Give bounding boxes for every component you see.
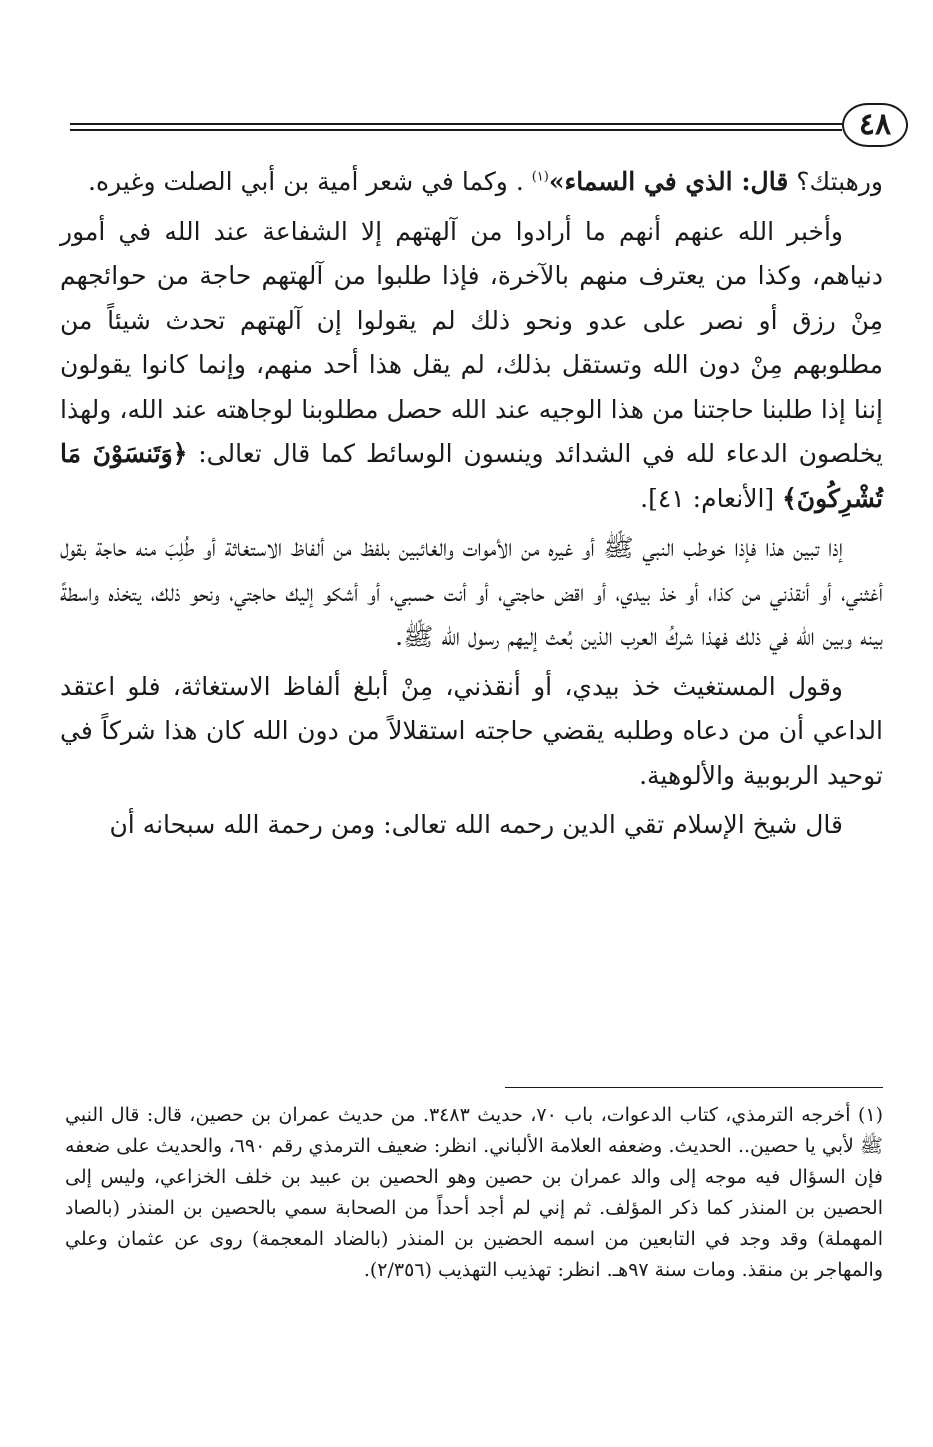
p1-rest: . وكما في شعر أمية بن أبي الصلت وغيره. xyxy=(88,167,532,196)
p2-text-1: وأخبر الله عنهم أنهم ما أرادوا من آلهتهم إلا الشفاعة عند الله في أمور دنياهم، وكذا من يعترف منهم بالآخرة، فإذا طلبوا من آلهتهم حاجة من حوائجهم مِنْ رزق أو نصر على عدو ونحو ذلك لم يقولوا إن آلهتهم تحدث شيئاً من مطلوبهم مِنْ دون الله وتستقل بذلك، لم يقل هذا أحد منهم، وإنما كانوا يقولون إننا إذا طلبنا حاجتنا من هذا الوجيه عند الله حصل مطلوبنا لوجاهته عند الله، ولهذا يخلصون الدعاء لله في الشدائد وينسون الوسائط كما قال تعالى: xyxy=(60,216,884,468)
p1-hadith-quote: قال: الذي في السماء» xyxy=(548,167,789,196)
main-text xyxy=(60,160,883,853)
paragraph-4 xyxy=(60,665,883,799)
p5-text: قال شيخ الإسلام تقي الدين رحمه الله تعالى: ومن رحمة الله سبحانه أن xyxy=(109,810,843,839)
p3-text: إذا تبين هذا فإذا خوطب النبي ﷺ أو غيره من الأموات والغائبين بلفظ من ألفاظ الاستغاثة أو طُلِبَ منه حاجة بقول أغثني، أو أنقذني من كذا، أو خذ بيدي، أو اقض حاجتي، أو أنت حسبي، أو أشكو إليك حاجتي، ونحو ذلك، يتخذه واسطةً بينه وبين الله في ذلك فهذا شركُ العرب الذين بُعث إليهم رسول الله ﷺ. xyxy=(60,533,883,651)
page-number: ٤٨ xyxy=(842,103,908,147)
header-rule-top xyxy=(70,123,842,125)
footnotes xyxy=(65,1100,883,1286)
paragraph-3 xyxy=(60,526,883,660)
p2-text-2: [الأنعام: ٤١]. xyxy=(640,483,783,513)
paragraph-5 xyxy=(60,803,883,848)
footnote-separator xyxy=(505,1087,883,1088)
header-rule-bottom xyxy=(70,129,842,131)
p4-text: وقول المستغيث خذ بيدي، أو أنقذني، مِنْ أبلغ ألفاظ الاستغاثة، فلو اعتقد الداعي أن من دعاه وطلبه يقضي حاجته استقلالاً من دون الله كان هذا شركاً في توحيد الربوبية والألوهية. xyxy=(60,671,883,790)
page-header xyxy=(70,100,910,160)
footnote-marker-1[interactable]: (١) xyxy=(531,169,549,185)
paragraph-1 xyxy=(60,160,883,205)
quran-verse: ﴿وَتَنسَوْنَ مَا تُشْرِكُونَ﴾ xyxy=(60,439,883,513)
paragraph-2 xyxy=(60,210,883,522)
footnote-1: (١) أخرجه الترمذي، كتاب الدعوات، باب ٧٠، حديث ٣٤٨٣. من حديث عمران بن حصين، قال: قال النبي ﷺ لأبي يا حصين.. الحديث. وضعفه العلامة الألباني. انظر: ضعيف الترمذي رقم ٦٩٠، والحديث على ضعفه فإن السؤال فيه موجه إلى والد عمران بن حصين وهو الحصين بن عبيد بن خلف الخزاعي، وليس إلى الحصين بن المنذر كما ذكر المؤلف. ثم إني لم أجد أحداً من الصحابة سمي بالحصين بن المنذر (بالصاد المهملة) وقد وجد في التابعين من اسمه الحضين بن المنذر (بالضاد المعجمة) روى عن عثمان وعلي والمهاجر بن منقذ. ومات سنة ٩٧هـ. انظر: تهذيب التهذيب (٢/٣٥٦). xyxy=(65,1104,884,1281)
p1-lead: ورهبتك؟ xyxy=(788,167,883,196)
